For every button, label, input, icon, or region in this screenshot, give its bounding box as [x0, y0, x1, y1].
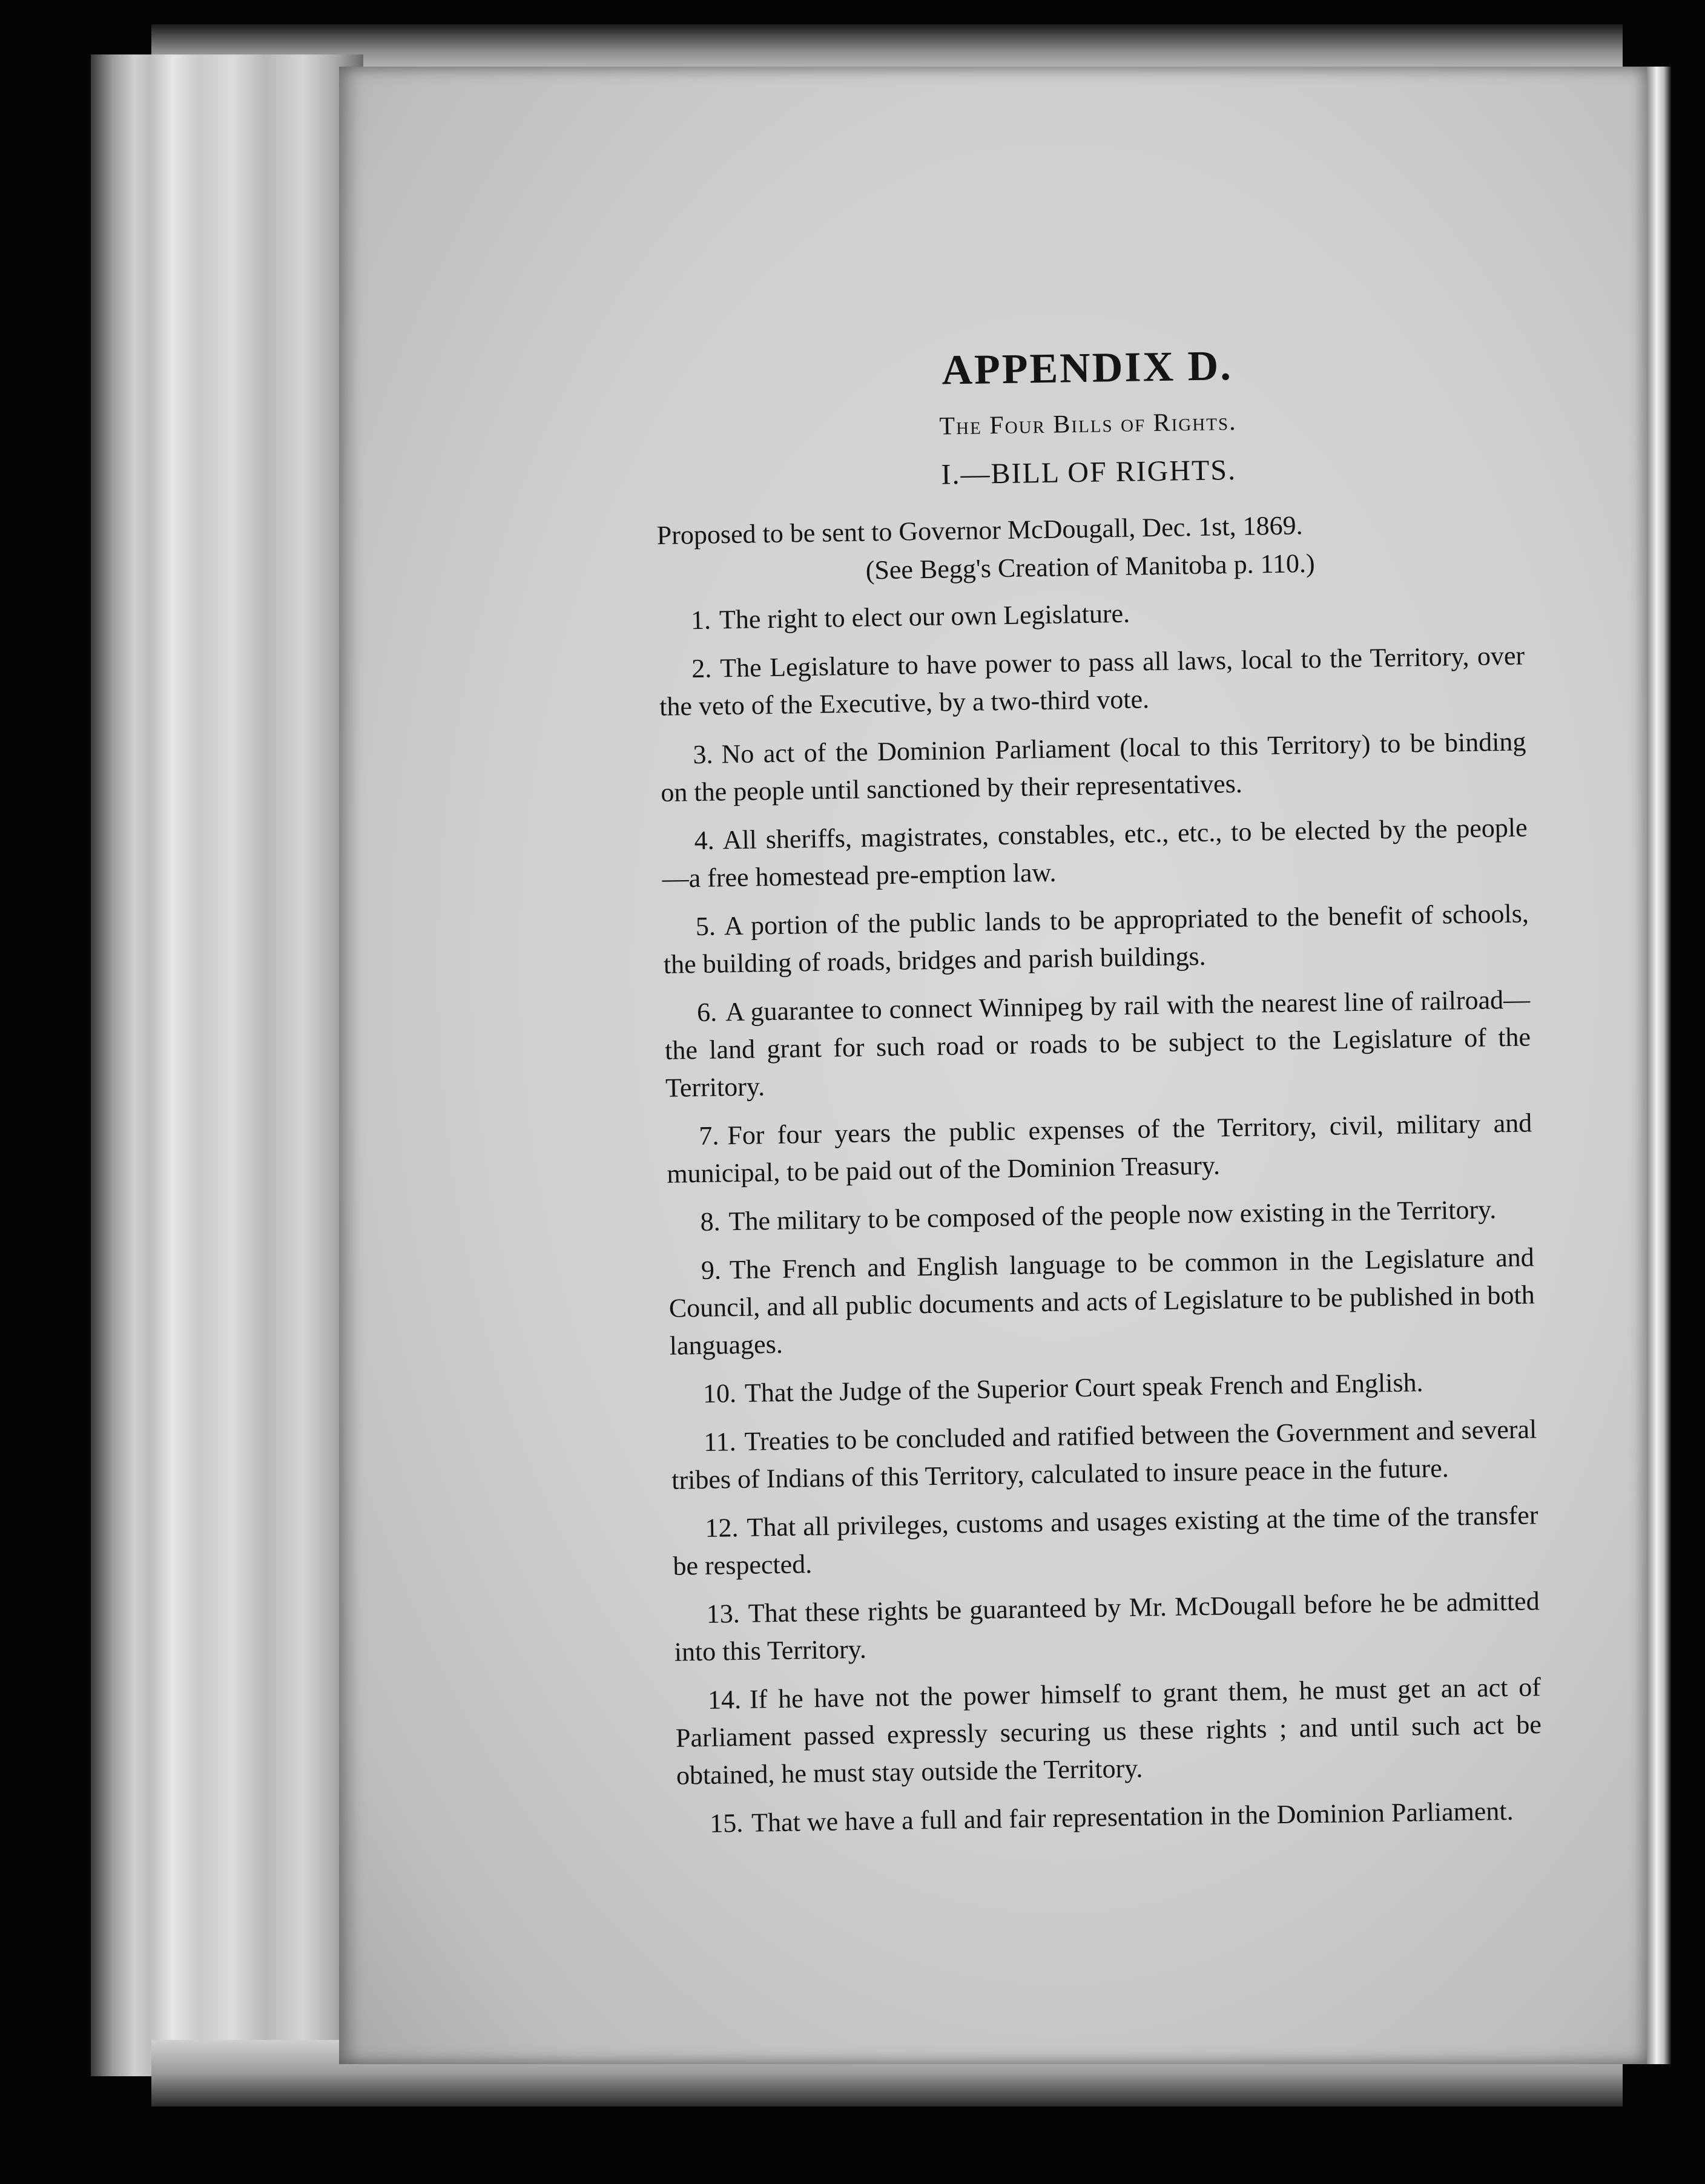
list-item: [673, 1582, 1540, 1671]
item-number: 15.: [709, 1807, 744, 1838]
item-text: If he have not the power himself to grant them, he must get an act of Parliament passed expressly securing us these rights ; and until such act be obtained, he must stay outside the Territory.: [675, 1672, 1542, 1791]
list-item: [662, 895, 1529, 983]
item-number: 1.: [690, 605, 711, 636]
item-text: That all privileges, customs and usages existing at the time of the transfer be respected.: [673, 1500, 1538, 1581]
item-number: 2.: [691, 653, 712, 684]
list-item: [660, 723, 1527, 811]
list-item: [667, 1190, 1534, 1241]
item-number: 11.: [703, 1427, 737, 1457]
appendix-subtitle: The Four Bills of Rights.: [939, 407, 1237, 441]
item-number: 6.: [696, 997, 717, 1028]
item-number: 10.: [702, 1378, 737, 1409]
item-text: A guarantee to connect Winnipeg by rail with the nearest line of railroad—the land grant for such road or roads to be subject to the Legislature of the Territory.: [664, 984, 1531, 1103]
item-number: 5.: [695, 911, 716, 942]
item-text: The military to be composed of the people now existing in the Territory.: [728, 1194, 1497, 1237]
page-content: [654, 338, 1543, 1854]
list-item: [666, 1104, 1533, 1192]
item-text: All sheriffs, magistrates, constables, etc., etc., to be elected by the people—a free homestead pre-emption law.: [662, 812, 1528, 893]
list-item: [664, 981, 1532, 1107]
item-number: 4.: [694, 825, 715, 856]
item-text: That we have a full and fair representation in the Dominion Parliament.: [751, 1796, 1514, 1838]
list-item: [670, 1362, 1537, 1413]
item-text: That these rights be guaranteed by Mr. McDougall before he be admitted into this Territory.: [674, 1586, 1540, 1667]
item-number: 7.: [698, 1120, 719, 1151]
list-item: [671, 1410, 1538, 1499]
item-text: For four years the public expenses of the Territory, civil, military and municipal, to be paid out of the Dominion Treasury.: [666, 1108, 1532, 1189]
item-number: 13.: [706, 1599, 740, 1629]
item-text: The right to elect our own Legislature.: [719, 598, 1130, 635]
list-item: [659, 637, 1526, 725]
item-text: The French and English language to be common in the Legislature and Council, and all public documents and acts of Legislature to be published in both languages.: [668, 1242, 1535, 1361]
item-number: 12.: [705, 1513, 739, 1543]
item-text: Treaties to be concluded and ratified between the Government and several tribes of Indians of this Territory, calculated to insure peace in the future.: [671, 1414, 1537, 1495]
list-item: [661, 809, 1528, 897]
page-right-edge: [1647, 67, 1671, 2064]
item-number: 8.: [700, 1206, 721, 1237]
proposed-line: Proposed to be sent to Governor McDougall, Dec. 1st, 1869.: [656, 510, 1303, 550]
page-stack-left-edge: [91, 54, 363, 2076]
list-item: [675, 1668, 1543, 1794]
list-item: [668, 1238, 1535, 1364]
section-title: I.—BILL OF RIGHTS.: [941, 453, 1237, 491]
item-number: 14.: [707, 1685, 742, 1715]
item-number: 9.: [701, 1255, 722, 1285]
appendix-title: APPENDIX D.: [941, 342, 1233, 394]
reference-note: (See Begg's Creation of Manitoba p. 110.): [865, 548, 1315, 585]
item-text: No act of the Dominion Parliament (local to this Territory) to be binding on the people until sanctioned by their representatives.: [661, 726, 1526, 807]
item-number: 3.: [693, 739, 713, 770]
item-text: The Legislature to have power to pass all laws, local to the Territory, over the veto of the Executive, by a two-third vote.: [659, 640, 1525, 722]
rights-list: [658, 588, 1543, 1843]
list-item: [677, 1792, 1543, 1843]
item-text: A portion of the public lands to be appropriated to the benefit of schools, the building of roads, bridges and parish buildings.: [663, 898, 1529, 979]
list-item: [658, 588, 1525, 639]
list-item: [672, 1496, 1539, 1585]
item-text: That the Judge of the Superior Court speak French and English.: [744, 1367, 1423, 1408]
